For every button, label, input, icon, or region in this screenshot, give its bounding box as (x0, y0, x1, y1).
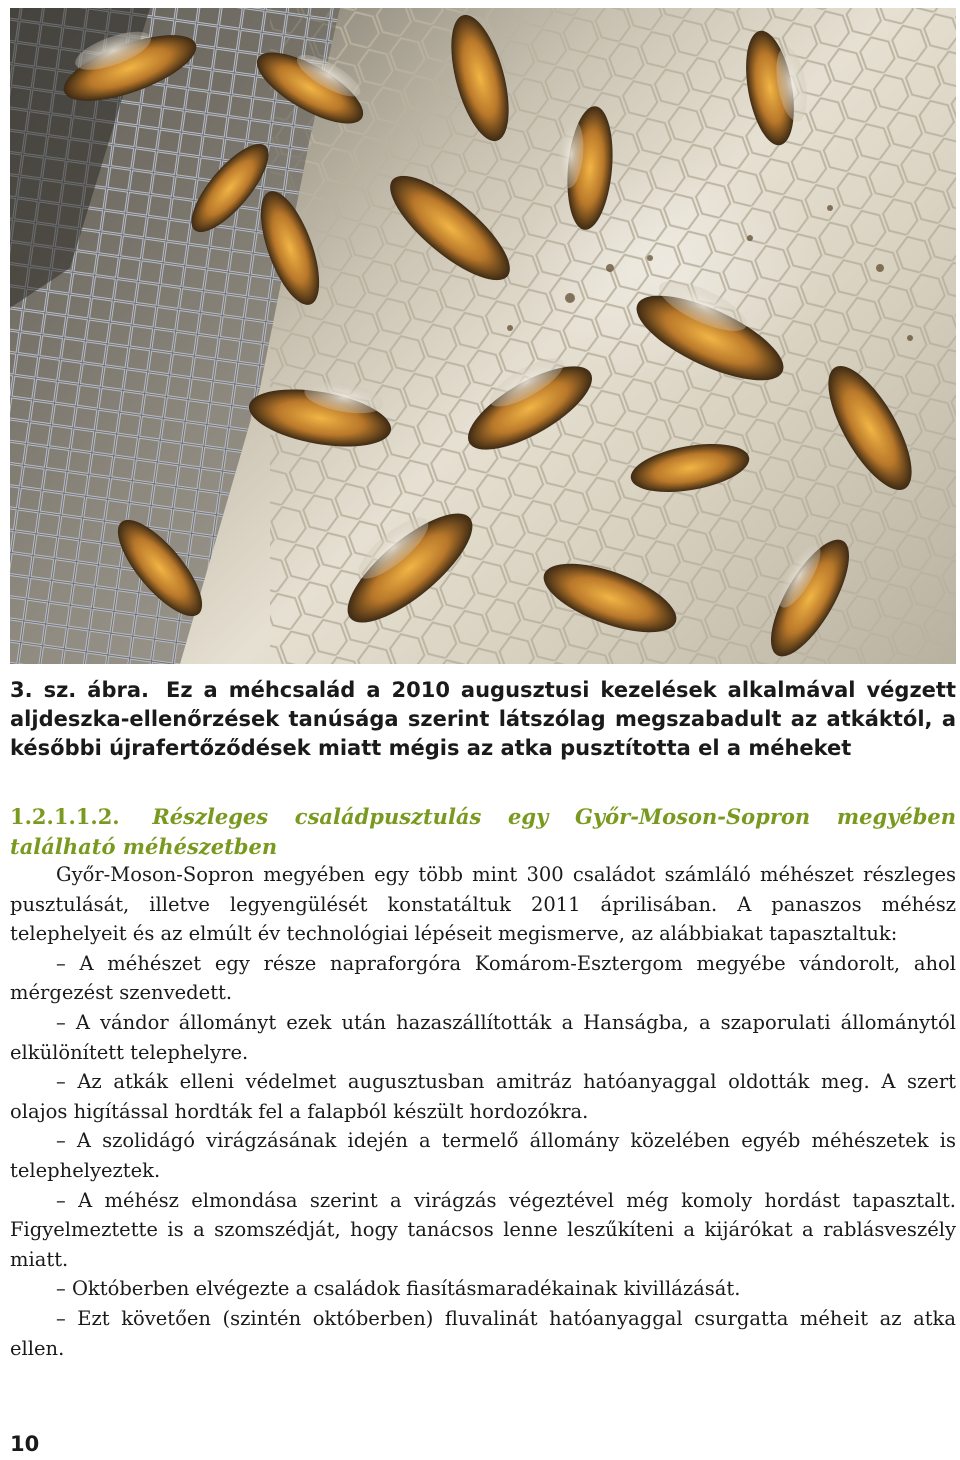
list-item: – Ezt követően (szintén októberben) fluvalinát hatóanyaggal csurgatta méheit az atka ellen. (10, 1306, 956, 1360)
list-item: – A vándor állományt ezek után hazaszállították a Hanságba, a szaporulati állománytól elkülönített telephelyre. (10, 1010, 956, 1064)
page-number: 10 (10, 1432, 40, 1456)
list-item: – Októberben elvégezte a családok fiasításmaradékainak kivillázását. (56, 1277, 741, 1301)
section-title-text: Részleges családpusztulás egy Győr-Moson-Sopron megyében található méhészetben (10, 804, 957, 859)
body-text (10, 860, 956, 1363)
section-heading (10, 802, 956, 862)
bee-photo-illustration (10, 8, 956, 664)
list-item: – A szolidágó virágzásának idején a termelő állomány közelében egyéb méhészetek is telephelyeztek. (10, 1129, 956, 1182)
bee-photo (10, 8, 956, 664)
list-item: – Az atkák elleni védelmet augusztusban amitráz hatóanyaggal oldották meg. A szert olajos higítással hordták fel a falapból készült hordozókra. (10, 1070, 956, 1123)
figure-caption-text: Ez a méhcsalád a 2010 augusztusi kezelések alkalmával végzett aljdeszka-ellenőrzések tanúsága szerint látszólag megszabadult az atkáktól, a későbbi újrafertőződések miatt mégis az atka pusztította el a méheket (10, 678, 956, 760)
figure-caption (10, 676, 956, 763)
paragraph-intro: Győr-Moson-Sopron megyében egy több mint 300 családot számláló méhészet részleges pusztulását, illetve legyengülését konstatáltuk 2011 áprilisában. A panaszos méhész telephelyeit és az elmúlt év technológiai lépéseit megismerve, az alábbiakat tapasztaltuk: (10, 863, 956, 946)
list-item: – A méhész elmondása szerint a virágzás végeztével még komoly hordást tapasztalt. Figyelmeztette is a szomszédját, hogy tanácsos lenne leszűkíteni a kijárókat a rablásveszély miatt. (10, 1188, 956, 1271)
list-item: – A méhészet egy része napraforgóra Komárom-Esztergom megyébe vándorolt, ahol mérgezést szenvedett. (10, 951, 956, 1005)
figure-label: 3. sz. ábra. (10, 678, 149, 702)
section-number: 1.2.1.1.2. (10, 804, 120, 829)
